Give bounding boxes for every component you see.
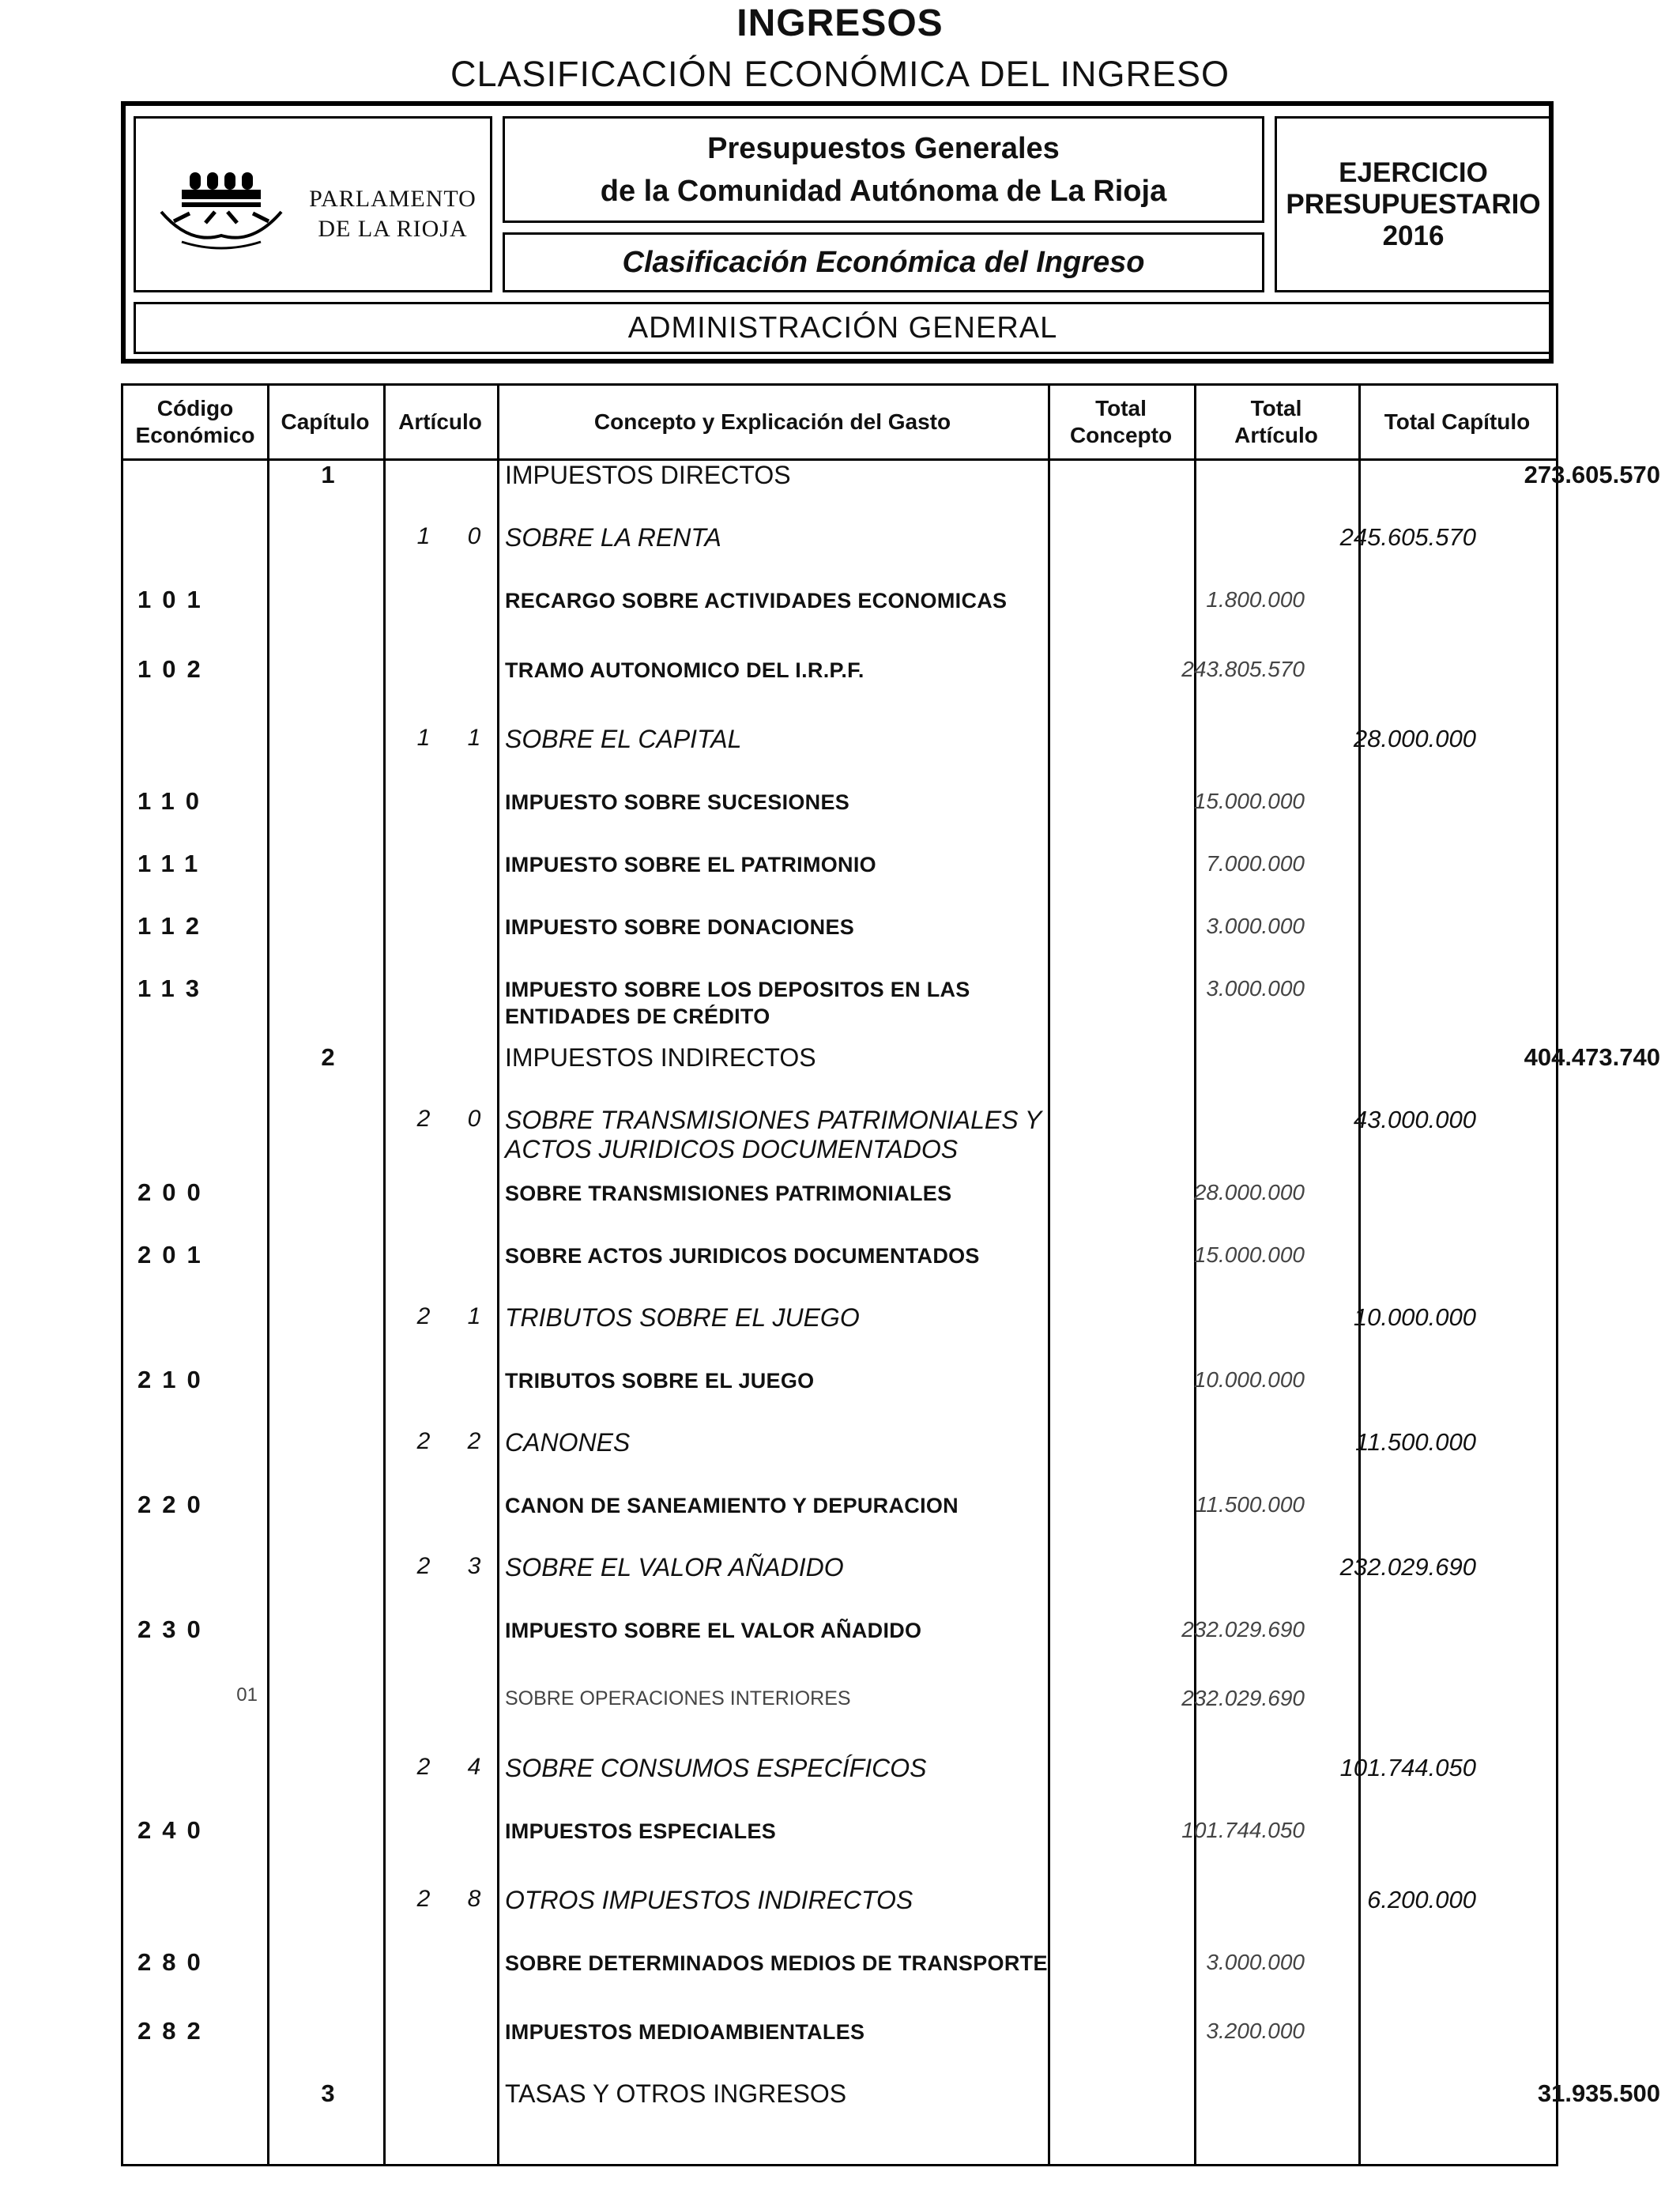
chapter-description: IMPUESTOS INDIRECTOS	[505, 1043, 816, 1072]
article-number-digit-2: 8	[467, 1886, 481, 1912]
col-header-articulo: Artículo	[398, 409, 482, 434]
col-header-concepto: Concepto y Explicación del Gasto	[593, 409, 951, 434]
total-article: 10.000.000	[1353, 1303, 1476, 1331]
concept-code: 282	[137, 2017, 212, 2045]
article-description: SOBRE EL CAPITAL	[505, 725, 742, 753]
total-article: 245.605.570	[1339, 523, 1476, 551]
article-description: TRIBUTOS SOBRE EL JUEGO	[505, 1303, 860, 1332]
total-concept: 232.029.690	[1181, 1686, 1305, 1710]
fiscal-year-box	[1275, 116, 1552, 292]
concept-code: 101	[137, 586, 212, 613]
col-header-total-concepto-line-2: Concepto	[1069, 423, 1173, 447]
article-description: CANONES	[505, 1428, 631, 1457]
article-number-digit-1: 2	[416, 1754, 431, 1780]
total-concept: 28.000.000	[1193, 1180, 1305, 1204]
concept-description: SOBRE DETERMINADOS MEDIOS DE TRANSPORTE	[505, 1951, 1048, 1975]
concept-description: TRIBUTOS SOBRE EL JUEGO	[505, 1369, 815, 1393]
logo-text	[302, 184, 484, 244]
article-number-digit-2: 2	[467, 1428, 481, 1454]
article-description: SOBRE LA RENTA	[505, 523, 721, 552]
concept-code: 200	[137, 1178, 212, 1206]
total-chapter: 31.935.500	[1537, 2079, 1660, 2107]
article-number-digit-2: 1	[467, 1303, 481, 1329]
budget-title-line-2: de la Comunidad Autónoma de La Rioja	[600, 174, 1167, 208]
concept-description: SOBRE ACTOS JURIDICOS DOCUMENTADOS	[505, 1244, 980, 1268]
col-header-total-concepto	[1048, 386, 1194, 458]
chapter-description: IMPUESTOS DIRECTOS	[505, 461, 791, 489]
concept-code: 102	[137, 655, 212, 683]
concept-code: 112	[137, 912, 211, 940]
total-concept: 10.000.000	[1193, 1367, 1305, 1392]
total-concept: 3.000.000	[1206, 1950, 1305, 1974]
concept-code: 240	[137, 1816, 212, 1844]
col-header-codigo-line-2: Económico	[135, 423, 255, 447]
col-header-total-concepto-line-1: Total	[1095, 396, 1147, 420]
fiscal-year-line-1: EJERCICIO	[1339, 156, 1488, 188]
column-divider	[383, 386, 386, 2164]
concept-description: IMPUESTO SOBRE LOS DEPOSITOS EN LAS ENTIDADES DE CRÉDITO	[505, 978, 970, 1028]
concept-description: IMPUESTO SOBRE EL VALOR AÑADIDO	[505, 1619, 922, 1642]
total-concept: 3.200.000	[1206, 2019, 1305, 2043]
parliament-logo-icon	[158, 166, 284, 253]
page-title: INGRESOS	[736, 2, 944, 44]
budget-table	[121, 383, 1660, 2166]
total-concept: 3.000.000	[1206, 914, 1305, 938]
concept-description: IMPUESTO SOBRE DONACIONES	[505, 915, 855, 939]
concept-description: IMPUESTOS MEDIOAMBIENTALES	[505, 2020, 865, 2044]
page-subtitle: CLASIFICACIÓN ECONÓMICA DEL INGRESO	[450, 54, 1230, 94]
concept-description: IMPUESTO SOBRE SUCESIONES	[505, 790, 850, 814]
chapter-number: 1	[321, 461, 335, 488]
administration-box: ADMINISTRACIÓN GENERAL	[134, 302, 1552, 354]
concept-code: 230	[137, 1615, 212, 1643]
chapter-description: TASAS Y OTROS INGRESOS	[505, 2079, 847, 2108]
total-concept: 15.000.000	[1193, 1242, 1305, 1267]
total-article: 28.000.000	[1353, 725, 1476, 752]
fiscal-year-line-2: PRESUPUESTARIO	[1286, 188, 1541, 220]
total-article: 11.500.000	[1355, 1428, 1476, 1456]
article-number-digit-2: 4	[467, 1754, 481, 1780]
article-number-digit-1: 2	[416, 1553, 431, 1579]
col-header-total-capitulo: Total Capítulo	[1384, 409, 1531, 434]
concept-code: 111	[137, 850, 209, 877]
article-number-digit-1: 1	[416, 725, 431, 751]
budget-title-line-1: Presupuestos Generales	[707, 131, 1060, 165]
article-description: SOBRE TRANSMISIONES PATRIMONIALES Y ACTOS JURIDICOS DOCUMENTADOS	[505, 1106, 1042, 1163]
article-number-digit-1: 2	[416, 1106, 431, 1132]
article-number-digit-2: 1	[467, 725, 481, 751]
column-divider	[1194, 386, 1196, 2164]
subconcept-code: 01	[236, 1684, 258, 1706]
article-description: SOBRE EL VALOR AÑADIDO	[505, 1553, 844, 1581]
total-concept: 232.029.690	[1181, 1617, 1305, 1642]
concept-description: IMPUESTOS ESPECIALES	[505, 1819, 777, 1843]
fiscal-year: 2016	[1382, 220, 1445, 251]
total-concept: 3.000.000	[1206, 976, 1305, 1001]
concept-description: IMPUESTO SOBRE EL PATRIMONIO	[505, 853, 876, 876]
total-chapter: 273.605.570	[1524, 461, 1660, 488]
col-header-codigo-line-1: Código	[156, 396, 234, 420]
total-concept: 11.500.000	[1195, 1492, 1305, 1517]
col-header-capitulo: Capítulo	[281, 409, 370, 434]
total-article: 232.029.690	[1339, 1553, 1476, 1581]
col-header-total-articulo-line-2: Artículo	[1234, 423, 1318, 447]
total-article: 43.000.000	[1353, 1106, 1476, 1133]
classification-box: Clasificación Económica del Ingreso	[503, 232, 1264, 292]
subconcept-description: SOBRE OPERACIONES INTERIORES	[505, 1687, 851, 1710]
article-description: OTROS IMPUESTOS INDIRECTOS	[505, 1886, 913, 1914]
col-header-total-articulo-line-1: Total	[1250, 396, 1302, 420]
total-concept: 101.744.050	[1181, 1818, 1305, 1842]
article-number-digit-1: 2	[416, 1303, 431, 1329]
chapter-number: 3	[321, 2079, 335, 2107]
total-concept: 15.000.000	[1193, 789, 1305, 813]
article-number-digit-2: 0	[467, 1106, 481, 1132]
logo-line-2: DE LA RIOJA	[318, 216, 468, 242]
concept-description: TRAMO AUTONOMICO DEL I.R.P.F.	[505, 658, 864, 682]
col-header-total-articulo	[1194, 386, 1358, 458]
total-article: 101.744.050	[1339, 1754, 1476, 1781]
concept-code: 113	[137, 974, 211, 1002]
logo-box	[134, 116, 492, 292]
article-number-digit-1: 2	[416, 1428, 431, 1454]
article-number-digit-2: 3	[467, 1553, 481, 1579]
concept-code: 210	[137, 1366, 212, 1393]
article-number-digit-1: 2	[416, 1886, 431, 1912]
article-number-digit-2: 0	[467, 523, 481, 549]
total-concept: 1.800.000	[1206, 587, 1305, 612]
total-concept: 243.805.570	[1181, 657, 1305, 681]
concept-description: CANON DE SANEAMIENTO Y DEPURACION	[505, 1494, 959, 1517]
total-article: 6.200.000	[1367, 1886, 1476, 1913]
concept-code: 201	[137, 1241, 212, 1269]
column-divider	[497, 386, 499, 2164]
concept-code: 220	[137, 1491, 212, 1518]
article-description: SOBRE CONSUMOS ESPECÍFICOS	[505, 1754, 927, 1782]
logo-line-1: PARLAMENTO	[309, 186, 477, 212]
article-number-digit-1: 1	[416, 523, 431, 549]
concept-code: 110	[137, 787, 211, 815]
total-chapter: 404.473.740	[1524, 1043, 1660, 1071]
header-frame	[121, 101, 1554, 364]
column-divider	[267, 386, 269, 2164]
budget-title-box	[503, 116, 1264, 223]
concept-description: RECARGO SOBRE ACTIVIDADES ECONOMICAS	[505, 589, 1008, 613]
col-header-codigo	[123, 386, 267, 458]
concept-code: 280	[137, 1948, 212, 1976]
total-concept: 7.000.000	[1206, 851, 1305, 876]
chapter-number: 2	[321, 1043, 335, 1071]
concept-description: SOBRE TRANSMISIONES PATRIMONIALES	[505, 1182, 952, 1205]
